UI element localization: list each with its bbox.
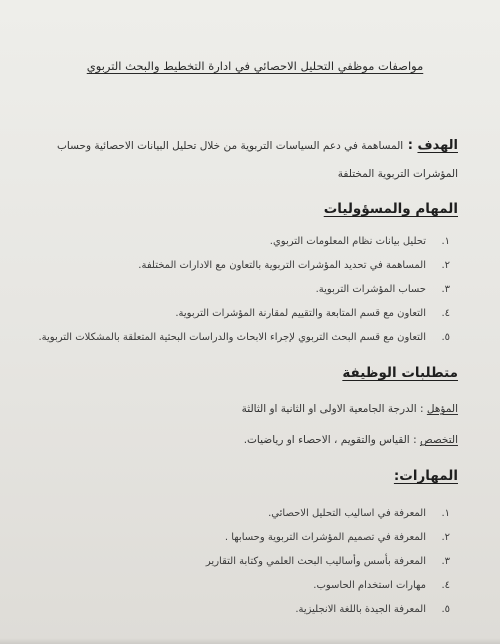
list-item-text: المعرفة الجيدة باللغة الانجليزية.: [295, 604, 426, 615]
list-item-text: المعرفة بأسس وأساليب البحث العلمي وكتابة التقارير: [205, 556, 426, 567]
list-item-number: ٥.: [441, 604, 450, 615]
specialization-separator: :: [409, 434, 420, 446]
qualification-text: الدرجة الجامعية الاولى او الثانية او الثالثة: [241, 403, 417, 415]
goal-colon: :: [403, 138, 418, 153]
goal-section: [28, 132, 458, 188]
list-item: [38, 230, 450, 254]
list-item-number: ٣.: [441, 284, 450, 295]
list-item-text: المساهمة في تحديد المؤشرات التربوية بالتعاون مع الادارات المختلفة.: [138, 260, 426, 271]
list-item-number: ٣.: [441, 556, 450, 567]
list-item-number: ٢.: [441, 260, 450, 271]
specialization-label: التخصص: [419, 434, 458, 446]
list-item: [206, 574, 450, 598]
list-item-text: المعرفة في اساليب التحليل الاحصائي.: [268, 508, 426, 519]
goal-label: الهدف: [417, 138, 458, 153]
list-item-number: ١.: [441, 236, 450, 247]
list-item: [206, 550, 450, 574]
page-bottom-edge: [0, 638, 500, 644]
list-item: [38, 326, 450, 350]
list-item-number: ٤.: [441, 580, 450, 591]
skills-list: [206, 502, 450, 622]
qualification-separator: :: [416, 403, 427, 415]
document-title: مواصفات موظفي التحليل الاحصائي في ادارة التخطيط والبحث التربوي: [86, 59, 424, 73]
list-item-number: ١.: [441, 508, 450, 519]
list-item-text: المعرفة في تصميم المؤشرات التربوية وحسابها .: [224, 532, 426, 543]
goal-text: المساهمة في دعم السياسات التربوية من خلال تحليل البيانات الاحصائية وحساب المؤشرات التربوية المختلفة: [57, 140, 458, 180]
specialization-text: القياس والتقويم ، الاحصاء او رياضيات.: [243, 434, 410, 446]
list-item: [38, 302, 450, 326]
list-item: [206, 502, 450, 526]
list-item: [206, 598, 450, 622]
skills-heading: المهارات:: [393, 468, 458, 484]
requirements-heading: متطلبات الوظيفة: [342, 365, 458, 381]
list-item-number: ٢.: [441, 532, 450, 543]
list-item-text: حساب المؤشرات التربوية.: [315, 284, 426, 295]
qualification-label: المؤهل: [426, 403, 458, 415]
list-item: [38, 278, 450, 302]
tasks-heading: المهام والمسؤوليات: [323, 201, 458, 217]
specialization-line: [244, 432, 458, 448]
list-item-text: مهارات استخدام الحاسوب.: [313, 580, 426, 591]
list-item-number: ٤.: [441, 308, 450, 319]
list-item: [206, 526, 450, 550]
qualification-line: [242, 401, 458, 417]
list-item-number: ٥.: [441, 332, 450, 343]
tasks-list: [38, 230, 450, 350]
list-item-text: التعاون مع قسم البحث التربوي لإجراء الابحاث والدراسات البحثية المتعلقة بالمشكلات التربوية.: [38, 332, 426, 343]
list-item: [38, 254, 450, 278]
list-item-text: تحليل بيانات نظام المعلومات التربوي.: [269, 236, 426, 247]
list-item-text: التعاون مع قسم المتابعة والتقييم لمقارنة المؤشرات التربوية.: [175, 308, 426, 319]
